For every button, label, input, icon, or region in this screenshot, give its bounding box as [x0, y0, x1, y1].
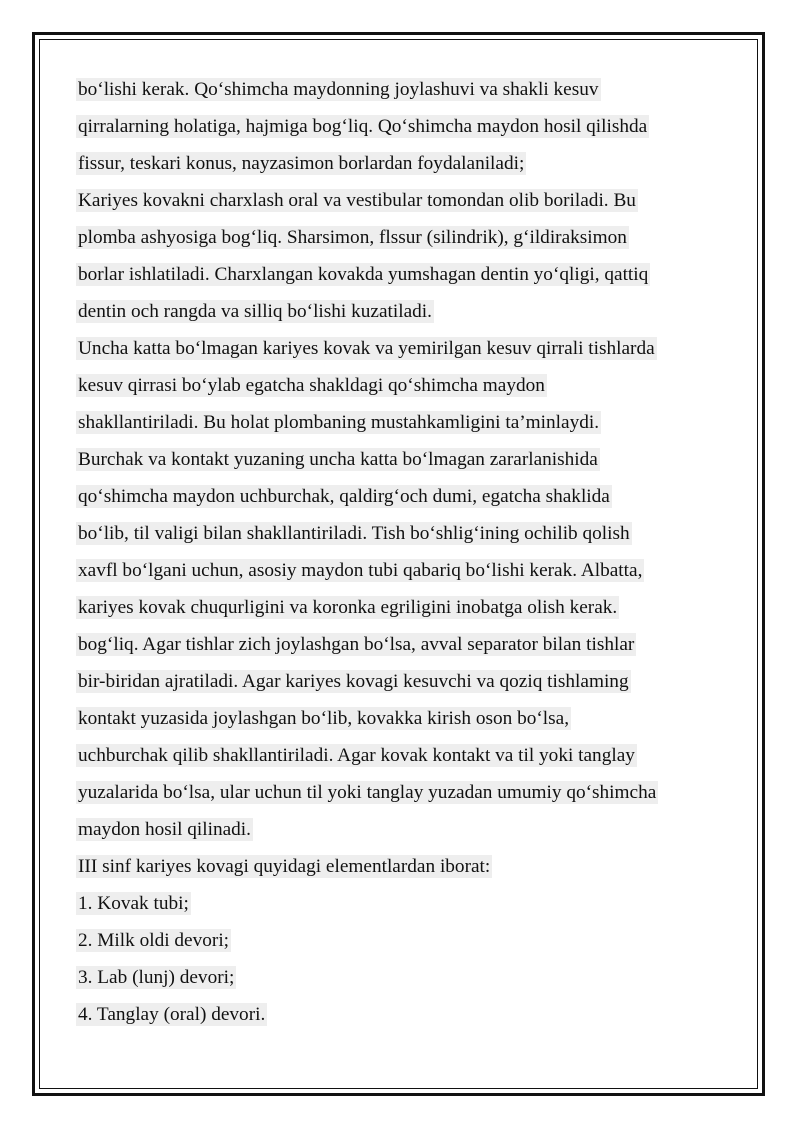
text-line: Uncha katta boʻlmagan kariyes kovak va yemirilgan kesuv qirrali tishlarda [78, 338, 655, 359]
text-line: kontakt yuzasida joylashgan boʻlib, kovakka kirish oson boʻlsa, [78, 708, 570, 729]
list-item: 1. Kovak tubi; [78, 893, 189, 914]
text-line: plomba ashyosiga bogʻliq. Sharsimon, flssur (silindrik), gʻildiraksimon [78, 227, 627, 248]
text-line: dentin och rangda va silliq boʻlishi kuzatiladi. [78, 301, 432, 322]
text-line: qirralarning holatiga, hajmiga bogʻliq. Qoʻshimcha maydon hosil qilishda [78, 116, 648, 137]
text-line: kariyes kovak chuqurligini va koronka egriligini inobatga olish kerak. [78, 597, 618, 618]
document-body [76, 71, 736, 1033]
text-line: kesuv qirrasi boʻylab egatcha shakldagi qoʻshimcha maydon [78, 375, 545, 396]
text-line: III sinf kariyes kovagi quyidagi elementlardan iborat: [78, 856, 491, 877]
text-line: Burchak va kontakt yuzaning uncha katta boʻlmagan zararlanishida [78, 449, 598, 470]
text-line: borlar ishlatiladi. Charxlangan kovakda yumshagan dentin yoʻqligi, qattiq [78, 264, 649, 285]
text-line: fissur, teskari konus, nayzasimon borlardan foydalaniladi; [78, 153, 525, 174]
text-line: bogʻliq. Agar tishlar zich joylashgan boʻlsa, avval separator bilan tishlar [78, 634, 635, 655]
text-line: qoʻshimcha maydon uchburchak, qaldirgʻoch dumi, egatcha shaklida [78, 486, 610, 507]
list-item: 3. Lab (lunj) devori; [78, 967, 235, 988]
text-line: xavfl boʻlgani uchun, asosiy maydon tubi qabariq boʻlishi kerak. Albatta, [78, 560, 643, 581]
list-item: 2. Milk oldi devori; [78, 930, 230, 951]
text-line: maydon hosil qilinadi. [78, 819, 251, 840]
text-line: yuzalarida boʻlsa, ular uchun til yoki tanglay yuzadan umumiy qoʻshimcha [78, 782, 657, 803]
text-line: uchburchak qilib shakllantiriladi. Agar kovak kontakt va til yoki tanglay [78, 745, 635, 766]
text-line: Kariyes kovakni charxlash oral va vestibular tomondan olib boriladi. Bu [78, 190, 636, 211]
list-item: 4. Tanglay (oral) devori. [78, 1004, 266, 1025]
text-line: shakllantiriladi. Bu holat plombaning mustahkamligini taʼminlaydi. [78, 412, 600, 433]
text-line: boʻlib, til valigi bilan shakllantiriladi. Tish boʻshligʻining ochilib qolish [78, 523, 630, 544]
text-line: bir-biridan ajratiladi. Agar kariyes kovagi kesuvchi va qoziq tishlaming [78, 671, 629, 692]
text-line: boʻlishi kerak. Qoʻshimcha maydonning joylashuvi va shakli kesuv [78, 79, 599, 100]
